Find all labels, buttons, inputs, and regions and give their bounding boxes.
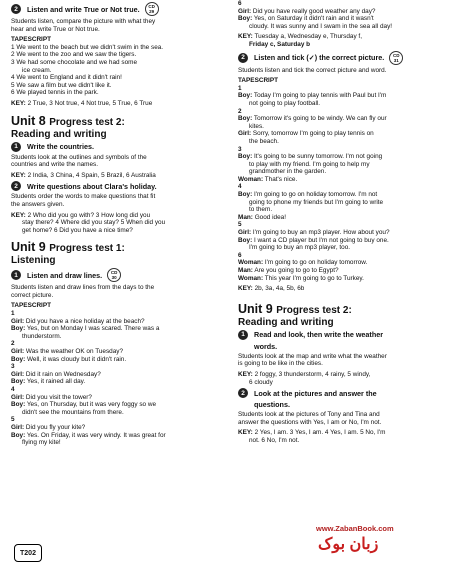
text-line: not going to play football. [249, 99, 321, 107]
line-text: Yes, on Saturday it didn't rain and it wasn't [253, 15, 374, 23]
speaker: Girl: [238, 130, 252, 138]
text-line: Students order the words to make questions that fit [11, 193, 156, 201]
speaker: Girl: [11, 423, 25, 431]
speaker: Boy: [238, 191, 253, 199]
text-line: 4 We went to England and it didn't rain! [11, 74, 122, 82]
unit-test: Progress test 1: [49, 243, 125, 255]
page-number: T202 [14, 544, 42, 562]
line-text: Did you have a nice holiday at the beach? [25, 317, 145, 325]
cd-icon: CD 29 [145, 2, 159, 16]
line-text: Yes, but on Monday I was scared. There was a [26, 325, 160, 333]
unit-heading [238, 303, 444, 317]
key-text: 2 India, 3 China, 4 Spain, 5 Brazil, 6 Australia [27, 171, 156, 179]
text-line: ice cream. [22, 66, 52, 74]
dialogue-line [11, 318, 225, 326]
key-text: 2 Yes, I am. 3 Yes, I am. 4 Yes, I am. 5 No, I'm [254, 429, 386, 437]
exercise-title-cont: questions. [254, 400, 290, 410]
exercise-text: Write the countries. [27, 142, 94, 152]
line-text: Are you going to go to Egypt? [254, 267, 339, 274]
text-line: 1 We went to the beach but we didn't swim in the sea. [11, 43, 164, 51]
exercise-title [11, 142, 225, 152]
line-text: Good idea! [254, 213, 286, 221]
speaker: Man: [238, 267, 253, 274]
speaker: Boy: [11, 431, 26, 439]
key-label: KEY: [238, 33, 253, 41]
key-label: KEY: [11, 171, 26, 179]
text-line: hear and write True or Not true. [11, 25, 100, 33]
exercise-text: Listen and tick (✓) the correct picture. [254, 53, 385, 63]
line-text: Yes, it rained all day. [26, 378, 86, 386]
exercise-title [238, 388, 444, 398]
text-line: the beach. [249, 137, 279, 145]
heading-line: 4 [11, 386, 15, 393]
exercise-text: Write questions about Clara's holiday. [27, 181, 157, 191]
speaker: Girl: [238, 229, 252, 237]
key-text: 2 Who did you go with? 3 How long did you [27, 211, 151, 219]
text-line: to play with my friend. I'm going to help my [249, 160, 370, 168]
text-line: stay there? 4 Where did you stay? 5 When did you [22, 219, 166, 227]
speaker: Man: [238, 213, 253, 221]
watermark-url: www.ZabanBook.com [316, 524, 394, 533]
key-label: KEY: [11, 99, 26, 107]
speaker: Girl: [11, 393, 25, 401]
line-text: Tomorrow it's going to be windy. We can fly our [253, 115, 387, 123]
dialogue-line [11, 401, 225, 409]
exercise-title [11, 2, 225, 16]
heading-line: 6 [238, 251, 242, 259]
dialogue-line [11, 378, 225, 386]
line-text: Was the weather OK on Tuesday? [25, 348, 124, 356]
dialogue-line [11, 356, 225, 364]
exercise-title-cont: words. [254, 341, 278, 351]
unit-test: Progress test 2: [276, 304, 352, 316]
text-line: not. 6 No, I'm not. [249, 436, 300, 444]
dialogue-line [11, 394, 225, 402]
text-line: get home? 6 Did you have a nice time? [22, 226, 133, 234]
dialogue-line [238, 130, 444, 138]
dialogue-line [238, 92, 444, 100]
line-text: Did you visit the tower? [25, 393, 92, 401]
text-line: didn't see the mountains from there. [22, 408, 124, 416]
exercise-text: Read and look, then write the weather [254, 330, 383, 340]
speaker: Boy: [238, 92, 253, 100]
exercise-number-icon: 2 [11, 4, 21, 14]
speaker: Girl: [11, 317, 25, 325]
dialogue-line [11, 424, 225, 432]
text-line: flying my kite! [22, 439, 61, 447]
unit-number: Unit 9 [238, 301, 273, 316]
unit-number: Unit 9 [11, 240, 46, 255]
heading-line: 2 [11, 340, 15, 348]
answer-key [238, 371, 444, 379]
heading-line: 2 [238, 107, 242, 115]
answer-key [238, 429, 444, 437]
speaker: Woman: [238, 175, 264, 183]
dialogue-line [238, 8, 444, 16]
line-text: Sorry, tomorrow I'm going to play tennis on [252, 130, 374, 138]
line-text: I'm going to go on holiday tomorrow. I'm not [253, 191, 378, 199]
speaker: Girl: [11, 348, 25, 356]
line-text: Yes. On Friday, it was very windy. It was great for [26, 431, 166, 439]
line-text: Well, it was cloudy but it didn't rain. [26, 355, 127, 363]
exercise-number-icon: 2 [11, 181, 21, 191]
exercise-title [238, 330, 444, 340]
heading-line: 5 [238, 221, 242, 229]
speaker: Woman: [238, 274, 264, 282]
speaker: Boy: [238, 236, 253, 244]
heading-line: 4 [238, 183, 242, 191]
dialogue-line [238, 259, 444, 267]
text-line: 6 We played tennis in the park. [11, 89, 99, 97]
left-column [11, 0, 225, 447]
line-text: Did you have really good weather any day? [252, 7, 376, 15]
text-line: to them. [249, 206, 273, 214]
spacer [238, 293, 444, 299]
dialogue-line [238, 191, 444, 199]
text-line: the answers given. [11, 200, 65, 208]
answer-key [11, 172, 225, 180]
text-line: 5 We saw a film but we didn't like it. [11, 81, 112, 89]
dialogue-line [11, 325, 225, 333]
text-line: is going to be like in the cities. [238, 360, 323, 368]
dialogue-line [238, 15, 444, 23]
watermark-logo: زبان بوک [318, 536, 379, 553]
exercise-text: Look at the pictures and answer the [254, 388, 377, 398]
text-line: Students look at the outlines and symbols of the [11, 153, 147, 161]
dialogue-line [238, 237, 444, 245]
heading-line: TAPESCRIPT [238, 77, 279, 85]
unit-number: Unit 8 [11, 113, 46, 128]
answer-key [238, 285, 444, 293]
exercise-number-icon: 2 [238, 53, 248, 63]
key-label: KEY: [238, 429, 253, 437]
speaker: Boy: [11, 355, 26, 363]
right-column [238, 0, 444, 445]
dialogue-line [238, 153, 444, 161]
dialogue-line [11, 432, 225, 440]
exercise-title [11, 268, 225, 282]
key-text: Tuesday a, Wednesday e, Thursday f, [254, 33, 362, 41]
cd-icon: CD 31 [389, 51, 403, 65]
exercise-title [11, 181, 225, 191]
answer-key [11, 100, 225, 108]
dialogue-line [238, 176, 444, 184]
text-line: answer the questions with Yes, I am or No, I'm not. [238, 418, 382, 426]
line-text: That's nice. [264, 175, 298, 183]
text-line: countries and write the names. [11, 161, 99, 169]
exercise-number-icon: 1 [11, 142, 21, 152]
text-line: thunderstorm. [22, 332, 62, 340]
speaker: Girl: [11, 370, 25, 378]
dialogue-line [11, 371, 225, 379]
heading-line: TAPESCRIPT [11, 302, 52, 310]
speaker: Woman: [238, 259, 264, 267]
line-text: Did it rain on Wednesday? [25, 370, 101, 378]
text-line: 2 We went to the zoo and we saw the tigers. [11, 51, 137, 59]
speaker: Boy: [238, 15, 253, 23]
answer-key [238, 33, 444, 41]
speaker: Boy: [11, 378, 26, 386]
heading-line: 6 [238, 0, 242, 7]
key-label: KEY: [238, 370, 253, 378]
speaker: Girl: [238, 7, 252, 15]
text-line: 3 We had some chocolate and we had some [11, 58, 137, 66]
heading-line: TAPESCRIPT [11, 36, 52, 44]
text-line: correct picture. [11, 291, 54, 299]
speaker: Boy: [238, 153, 253, 161]
line-text: It's going to be sunny tomorrow. I'm not going [253, 153, 383, 161]
text-line: grandmother in the garden. [249, 168, 327, 176]
heading-line: 1 [11, 310, 15, 318]
answer-key [11, 212, 225, 220]
unit-heading [11, 241, 225, 255]
text-line: Students look at the pictures of Tony and Tina and [238, 411, 380, 419]
speaker: Boy: [238, 115, 253, 123]
dialogue-line [238, 229, 444, 237]
text-line: going to phone my friends but I'm going to write [249, 198, 384, 206]
unit-subheading: Reading and writing [11, 128, 107, 140]
text-line: I'm going to buy an mp3 player, too. [249, 244, 351, 252]
heading-line: 3 [238, 145, 242, 153]
line-text: I want a CD player but I'm not going to buy one. [253, 236, 389, 244]
text-line: Friday c, Saturday b [249, 40, 311, 48]
text-line: cloudy. It was sunny and I swam in the sea all day! [249, 22, 393, 30]
line-text: Today I'm going to play tennis with Paul but I'm [253, 92, 387, 100]
line-text: Did you fly your kite? [25, 423, 86, 431]
line-text: This year I'm going to go to Turkey. [264, 274, 364, 282]
key-text: 2 foggy, 3 thunderstorm, 4 rainy, 5 windy, [254, 370, 371, 378]
speaker: Boy: [11, 401, 26, 409]
heading-line: 3 [11, 363, 15, 371]
text-line: 6 cloudy [249, 378, 273, 386]
unit-heading [11, 115, 225, 129]
speaker: Boy: [11, 325, 26, 333]
unit-test: Progress test 2: [49, 116, 125, 128]
exercise-text: Listen and draw lines. [27, 270, 103, 280]
dialogue-line [11, 348, 225, 356]
line-text: I'm going to go on holiday tomorrow. [264, 259, 368, 267]
key-label: KEY: [238, 285, 253, 293]
unit-subheading: Listening [11, 255, 56, 267]
dialogue-line [238, 275, 444, 283]
exercise-number-icon: 2 [238, 388, 248, 398]
key-text: 2 True, 3 Not true, 4 Not true, 5 True, 6 True [27, 99, 153, 107]
exercise-number-icon: 1 [238, 330, 248, 340]
cd-icon: CD 30 [107, 268, 121, 282]
exercise-title [238, 51, 444, 65]
text-line: Students listen and draw lines from the days to the [11, 284, 155, 292]
key-text: 2b, 3a, 4a, 5b, 6b [254, 285, 305, 293]
exercise-text: Listen and write True or Not true. [27, 4, 140, 14]
spacer [11, 108, 225, 111]
heading-line: 5 [11, 416, 15, 424]
heading-line: 1 [238, 84, 242, 92]
dialogue-line [238, 214, 444, 222]
line-text: I'm going to buy an mp3 player. How about you? [252, 229, 390, 237]
exercise-number-icon: 1 [11, 270, 21, 280]
dialogue-line [238, 115, 444, 123]
text-line: Students listen and tick the correct picture and word. [238, 66, 387, 74]
unit-subheading: Reading and writing [238, 316, 334, 328]
spacer [11, 234, 225, 237]
text-line: Students listen, compare the picture with what they [11, 18, 156, 25]
text-line: kites. [249, 122, 264, 130]
key-label: KEY: [11, 211, 26, 219]
dialogue-line [238, 267, 444, 275]
text-line: Students look at the map and write what the weather [238, 352, 387, 360]
line-text: Yes, on Thursday, but it was very foggy so we [26, 401, 157, 409]
